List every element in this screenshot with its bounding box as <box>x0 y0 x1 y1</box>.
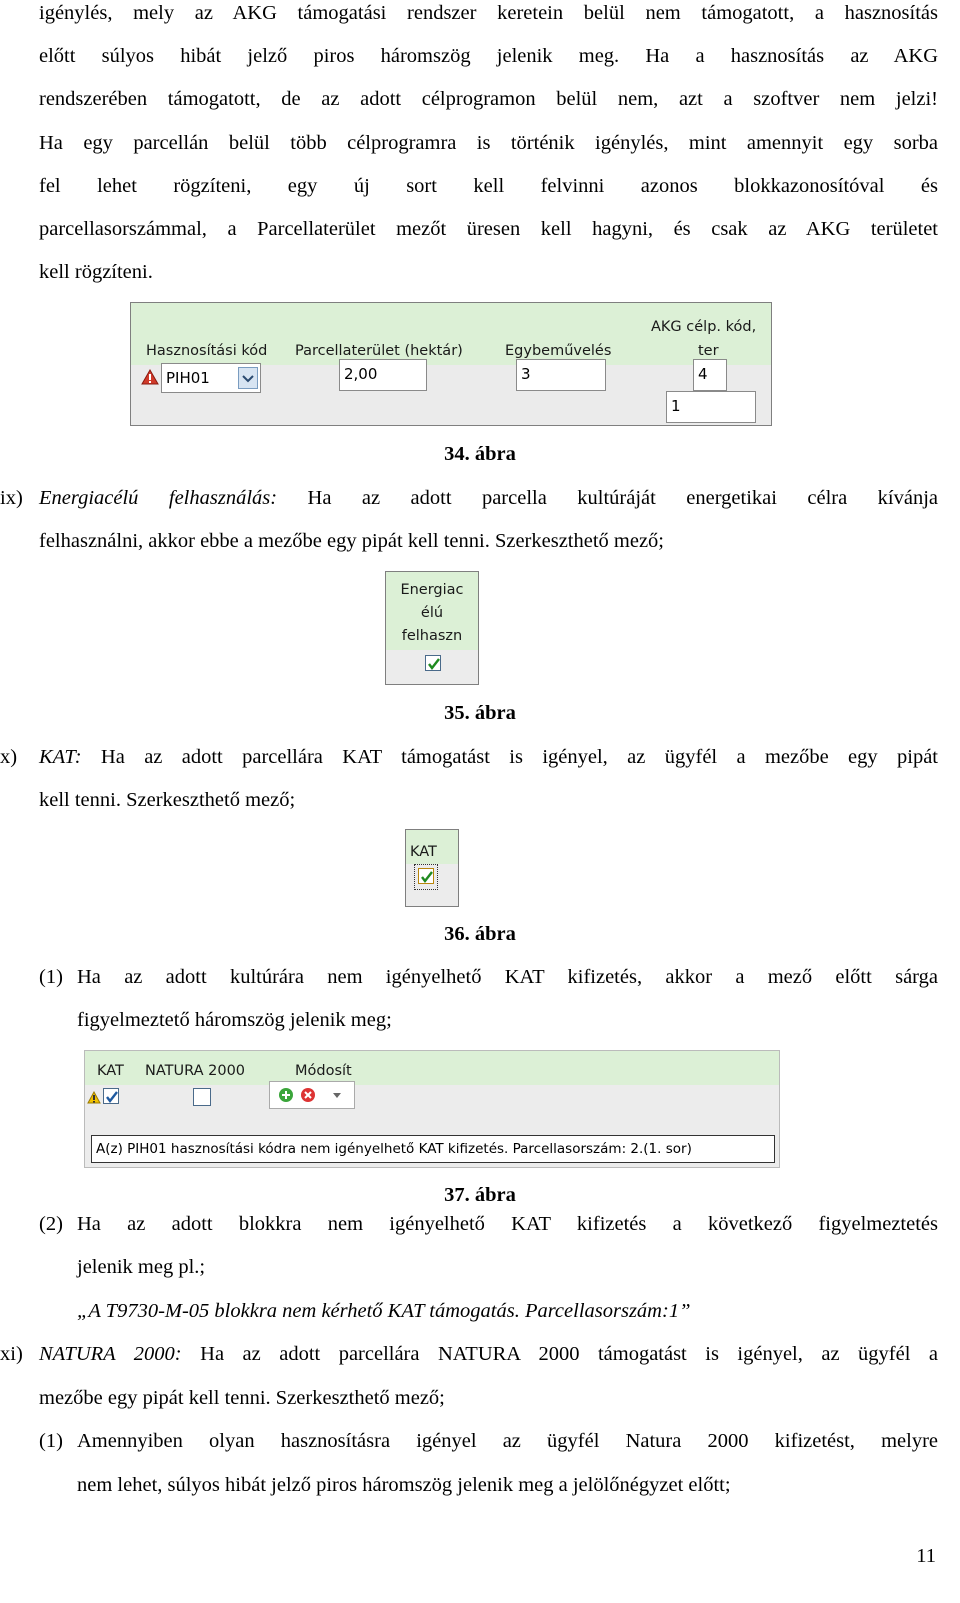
figure-36-screenshot <box>405 829 459 907</box>
select-value: PIH01 <box>166 369 210 387</box>
kat-checkbox[interactable] <box>418 868 434 884</box>
checkmark-icon <box>105 1090 119 1104</box>
kat-label: KAT <box>410 844 437 860</box>
text-line: igénylés, mely az AKG támogatási rendszer keretein belül nem támogatott, a hasznosítás <box>39 2 938 24</box>
col-parcellaterulet: Parcellaterület (hektár) <box>295 343 463 359</box>
page-number: 11 <box>916 1545 936 1567</box>
text-line <box>39 487 938 510</box>
energiacelu-label-1: Energiac <box>400 582 464 598</box>
figure-caption: 34. ábra <box>444 443 516 465</box>
akg-terulet-input[interactable]: 1 <box>666 391 756 423</box>
col-hasznositasi-kod: Hasznosítási kód <box>146 343 268 359</box>
warning-tooltip: A(z) PIH01 hasznosítási kódra nem igényelhető KAT kifizetés. Parcellasorszám: 2.(1. sor) <box>91 1135 775 1163</box>
kat-checkbox[interactable] <box>103 1088 119 1104</box>
text-line: Ha egy parcellán belül több célprogramra is történik igénylés, mint amennyit egy sorba <box>39 132 938 154</box>
hasznositasi-kod-select[interactable] <box>161 363 261 393</box>
figure-caption: 37. ábra <box>444 1184 516 1206</box>
text-line <box>39 1343 938 1366</box>
energiacelu-checkbox[interactable] <box>425 655 441 671</box>
text-line: figyelmeztető háromszög jelenik meg; <box>77 1009 392 1031</box>
akg-celp-kod-input[interactable]: 4 <box>693 359 727 391</box>
list-number: xi) <box>0 1343 23 1365</box>
text-line: parcellasorszámmal, a Parcellaterület mezőt üresen kell hagyni, és csak az AKG területet <box>39 218 938 240</box>
item-title: Energiacélú felhasználás: <box>39 487 278 509</box>
checkmark-icon <box>427 657 441 671</box>
figure-caption: 35. ábra <box>444 702 516 724</box>
text-line: jelenik meg pl.; <box>77 1256 206 1278</box>
text-line: Ha az adott kultúrára nem igényelhető KAT kifizetés, akkor a mező előtt sárga <box>77 966 938 988</box>
col-natura-2000: NATURA 2000 <box>145 1063 246 1079</box>
modosit-control[interactable] <box>269 1081 355 1109</box>
text-span: Ha az adott parcella kultúráját energetikai célra kívánja <box>307 487 939 509</box>
figure-34-screenshot <box>130 302 772 426</box>
energiacelu-label-3: felhaszn <box>401 628 463 644</box>
text-line <box>39 746 938 769</box>
figure-37-screenshot <box>84 1050 780 1168</box>
chevron-down-icon[interactable] <box>238 367 258 389</box>
item-title: NATURA 2000: <box>39 1343 182 1365</box>
list-number: ix) <box>0 487 23 509</box>
item-title: KAT: <box>39 746 82 768</box>
col-egybemuveles: Egybeművelés <box>505 343 612 359</box>
natura-2000-checkbox[interactable] <box>193 1088 211 1106</box>
col-akg-celp-kod: AKG célp. kód, <box>651 319 757 335</box>
text-line: Amennyiben olyan hasznosításra igényel az ügyfél Natura 2000 kifizetést, melyre <box>77 1430 938 1452</box>
egybemuveles-input[interactable]: 3 <box>516 359 606 391</box>
text-line: fel lehet rögzíteni, egy új sort kell felvinni azonos blokkazonosítóval és <box>39 175 938 197</box>
text-line: felhasználni, akkor ebbe a mezőbe egy pipát kell tenni. Szerkeszthető mező; <box>39 530 664 552</box>
text-span: rendszerében támogatott, de az adott célprogramon belül nem, azt a szoftver nem jelzi! <box>39 88 938 110</box>
text-line: mezőbe egy pipát kell tenni. Szerkeszthető mező; <box>39 1387 445 1409</box>
checkmark-icon <box>420 870 434 884</box>
figure-caption: 36. ábra <box>444 923 516 945</box>
col-kat: KAT <box>97 1063 124 1079</box>
delete-icon[interactable] <box>300 1087 316 1103</box>
warning-triangle-icon <box>87 1091 101 1104</box>
text-line: kell tenni. Szerkeszthető mező; <box>39 789 296 811</box>
text-line: kell rögzíteni. <box>39 261 153 283</box>
list-number: (1) <box>39 1430 63 1452</box>
text-line: előtt súlyos hibát jelző piros háromszög jelenik meg. Ha a hasznosítás az AKG <box>39 45 938 67</box>
warning-triangle-icon <box>141 369 159 385</box>
list-number: (1) <box>39 966 63 988</box>
list-number: (2) <box>39 1213 63 1235</box>
col-modosit: Módosít <box>295 1063 352 1079</box>
text-line <box>77 1300 690 1323</box>
text-span: Ha az adott parcellára KAT támogatást is igényel, az ügyfél a mezőbe egy pipát <box>100 746 939 768</box>
text-span: Ha az adott parcellára NATURA 2000 támogatást is igényel, az ügyfél a <box>200 1343 938 1365</box>
text-line <box>39 88 938 111</box>
list-number: x) <box>0 746 18 768</box>
text-line: nem lehet, súlyos hibát jelző piros háromszög jelenik meg a jelölőnégyzet előtt; <box>77 1474 731 1496</box>
chevron-down-icon[interactable] <box>332 1092 342 1100</box>
energiacelu-label-2: élú <box>420 605 444 621</box>
quoted-example: „A T9730-M-05 blokkra nem kérhető KAT támogatás. Parcellasorszám:1” <box>77 1300 691 1322</box>
parcellaterulet-input[interactable]: 2,00 <box>339 359 427 391</box>
figure-35-screenshot <box>385 571 479 685</box>
text-line: Ha az adott blokkra nem igényelhető KAT kifizetés a következő figyelmeztetés <box>77 1213 938 1235</box>
col-akg-ter: ter <box>698 343 719 359</box>
add-icon[interactable] <box>278 1087 294 1103</box>
